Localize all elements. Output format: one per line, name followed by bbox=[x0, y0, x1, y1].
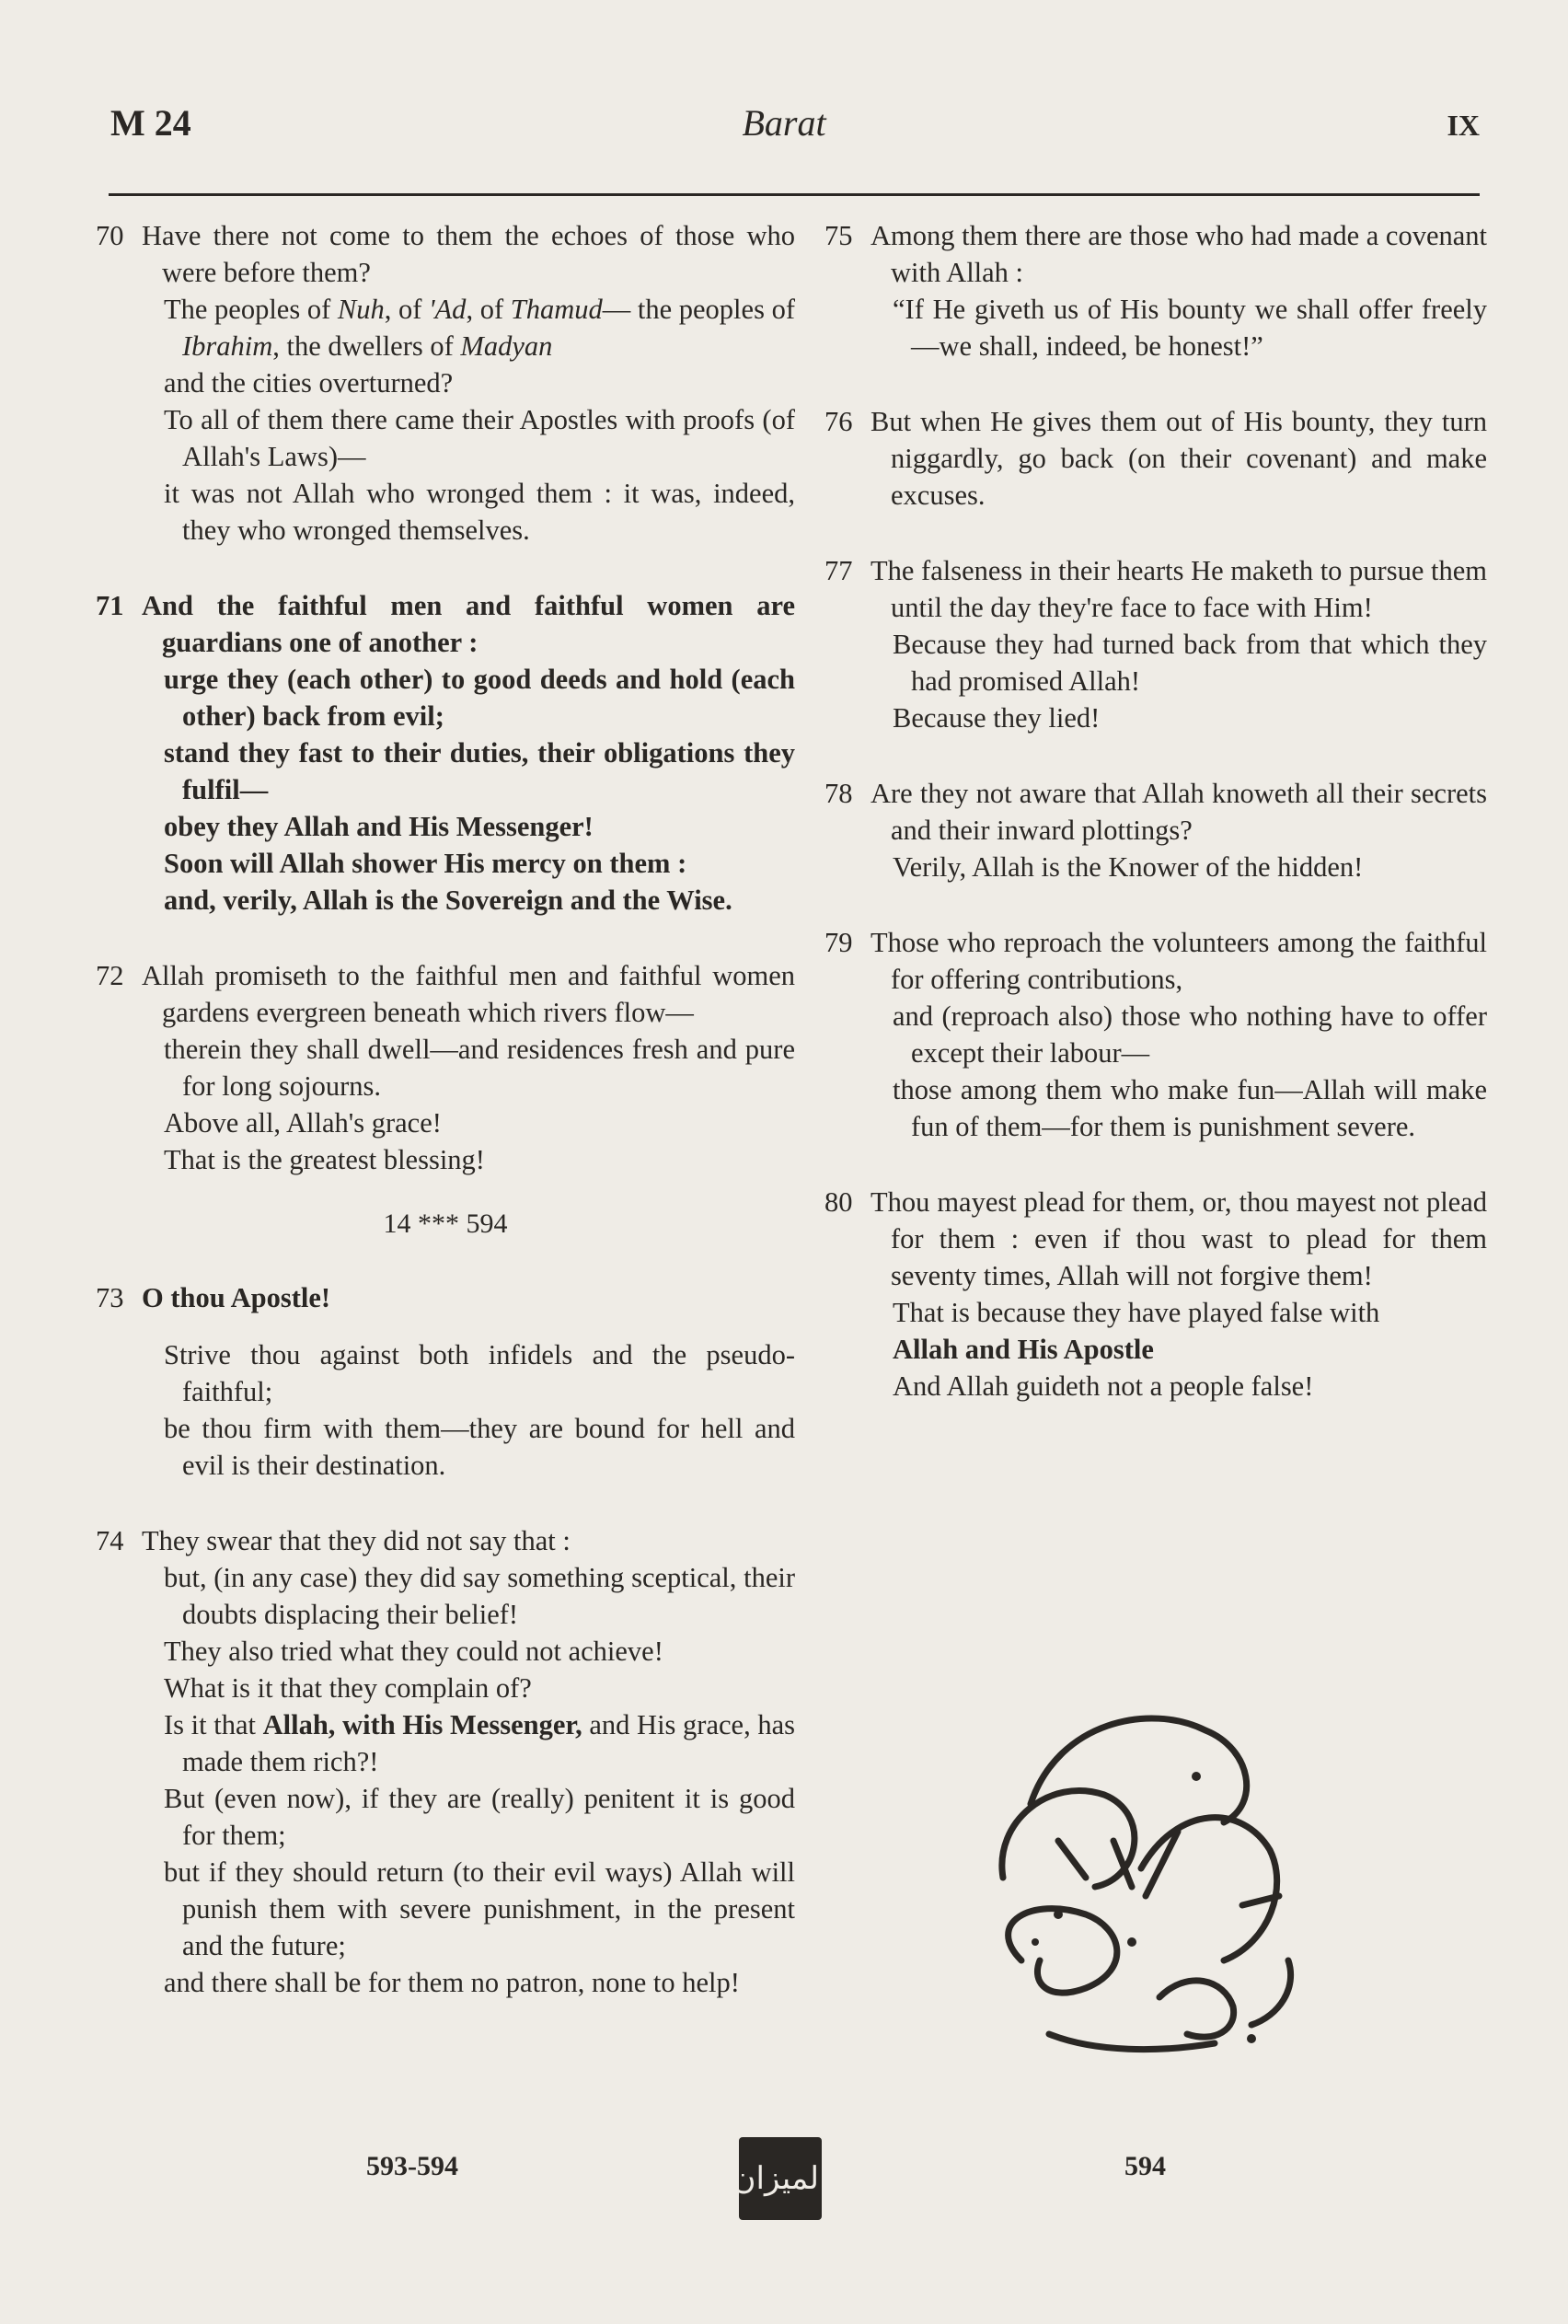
page-number: 594 bbox=[1124, 2151, 1166, 2181]
verse-74: 74 They swear that they did not say that : but, (in any case) they did say something sceptical, their doubts displacing their belief! They also tried what they could not achieve! What is it that they complain of? Is it that Allah, with His Messenger, and His grace, has made them rich?! But (even now), if they are (really) penitent it is good for them; but if they should return (to their evil ways) Allah will punish them with severe punishment, in the present and the future; and there shall be for them no patron, none to help! bbox=[96, 1522, 795, 2001]
publisher-emblem: الميزان bbox=[739, 2137, 822, 2220]
verse-71: 71 And the faithful men and faithful women are guardians one of another : urge they (each other) to good deeds and hold (each other) back from evil; stand they fast to their duties, their obligations they fulfil— obey they Allah and His Messenger! Soon will Allah shower His mercy on them : and, verily, Allah is the Sovereign and the Wise. bbox=[96, 587, 795, 919]
verse-79: 79 Those who reproach the volunteers among the faithful for offering contributions, and (reproach also) those who nothing have to offer except their labour— those among them who make fun—Allah will make fun of them—for them is punishment severe. bbox=[824, 924, 1487, 1145]
verse-77: 77 The falseness in their hearts He maketh to pursue them until the day they're face to face with Him! Because they had turned back from that which they had promised Allah! Because they lied! bbox=[824, 552, 1487, 736]
header-rule bbox=[109, 193, 1480, 196]
verse-number: 78 bbox=[824, 778, 853, 809]
verse-number: 72 bbox=[96, 960, 124, 991]
right-column bbox=[824, 217, 1487, 1443]
verse-number: 77 bbox=[824, 555, 853, 586]
surah-title: Barat bbox=[742, 102, 826, 144]
left-column bbox=[96, 217, 795, 2040]
calligraphy-ornament-icon bbox=[948, 1666, 1353, 2071]
verse-number: 70 bbox=[96, 220, 124, 251]
juz-marker: 14 *** 594 bbox=[383, 1208, 508, 1239]
verse-76: 76 But when He gives them out of His bounty, they turn niggardly, go back (on their covenant) and make excuses. bbox=[824, 403, 1487, 514]
verse-75: 75 Among them there are those who had made a covenant with Allah : “If He giveth us of His bounty we shall offer freely—we shall, indeed, be honest!” bbox=[824, 217, 1487, 364]
surah-number: IX bbox=[1447, 109, 1480, 142]
verse-78: 78 Are they not aware that Allah knoweth all their secrets and their inward plottings? Verily, Allah is the Knower of the hidden! bbox=[824, 775, 1487, 885]
verse-73: 73 O thou Apostle! Strive thou against both infidels and the pseudo-faithful; be thou firm with them—they are bound for hell and evil is their destination. bbox=[96, 1279, 795, 1484]
verse-number: 74 bbox=[96, 1525, 124, 1556]
verse-number: 75 bbox=[824, 220, 853, 251]
verse-80: 80 Thou mayest plead for them, or, thou mayest not plead for them : even if thou wast to plead for them seventy times, Allah will not forgive them! That is because they have played false with Allah and His Apostle And Allah guideth not a people false! bbox=[824, 1184, 1487, 1405]
verse-number: 80 bbox=[824, 1186, 853, 1218]
verse-70: 70 Have there not come to them the echoes of those who were before them? The peoples of Nuh, of 'Ad, of Thamud— the peoples of Ibrahim, the dwellers of Madyan and the cities overturned? To all of them there came their Apostles with proofs (of Allah's Laws)— it was not Allah who wronged them : it was, indeed, they who wronged themselves. bbox=[96, 217, 795, 549]
verse-number: 71 bbox=[96, 590, 124, 621]
verse-number: 79 bbox=[824, 927, 853, 958]
verse-number: 73 bbox=[96, 1282, 124, 1313]
verse-number: 76 bbox=[824, 406, 853, 437]
page-range: 593-594 bbox=[366, 2151, 458, 2181]
verse-72: 72 Allah promiseth to the faithful men and faithful women gardens evergreen beneath which rivers flow— therein they shall dwell—and residences fresh and pure for long sojourns. Above all, Allah's grace! That is the greatest blessing! bbox=[96, 957, 795, 1178]
section-code: M 24 bbox=[110, 102, 191, 144]
